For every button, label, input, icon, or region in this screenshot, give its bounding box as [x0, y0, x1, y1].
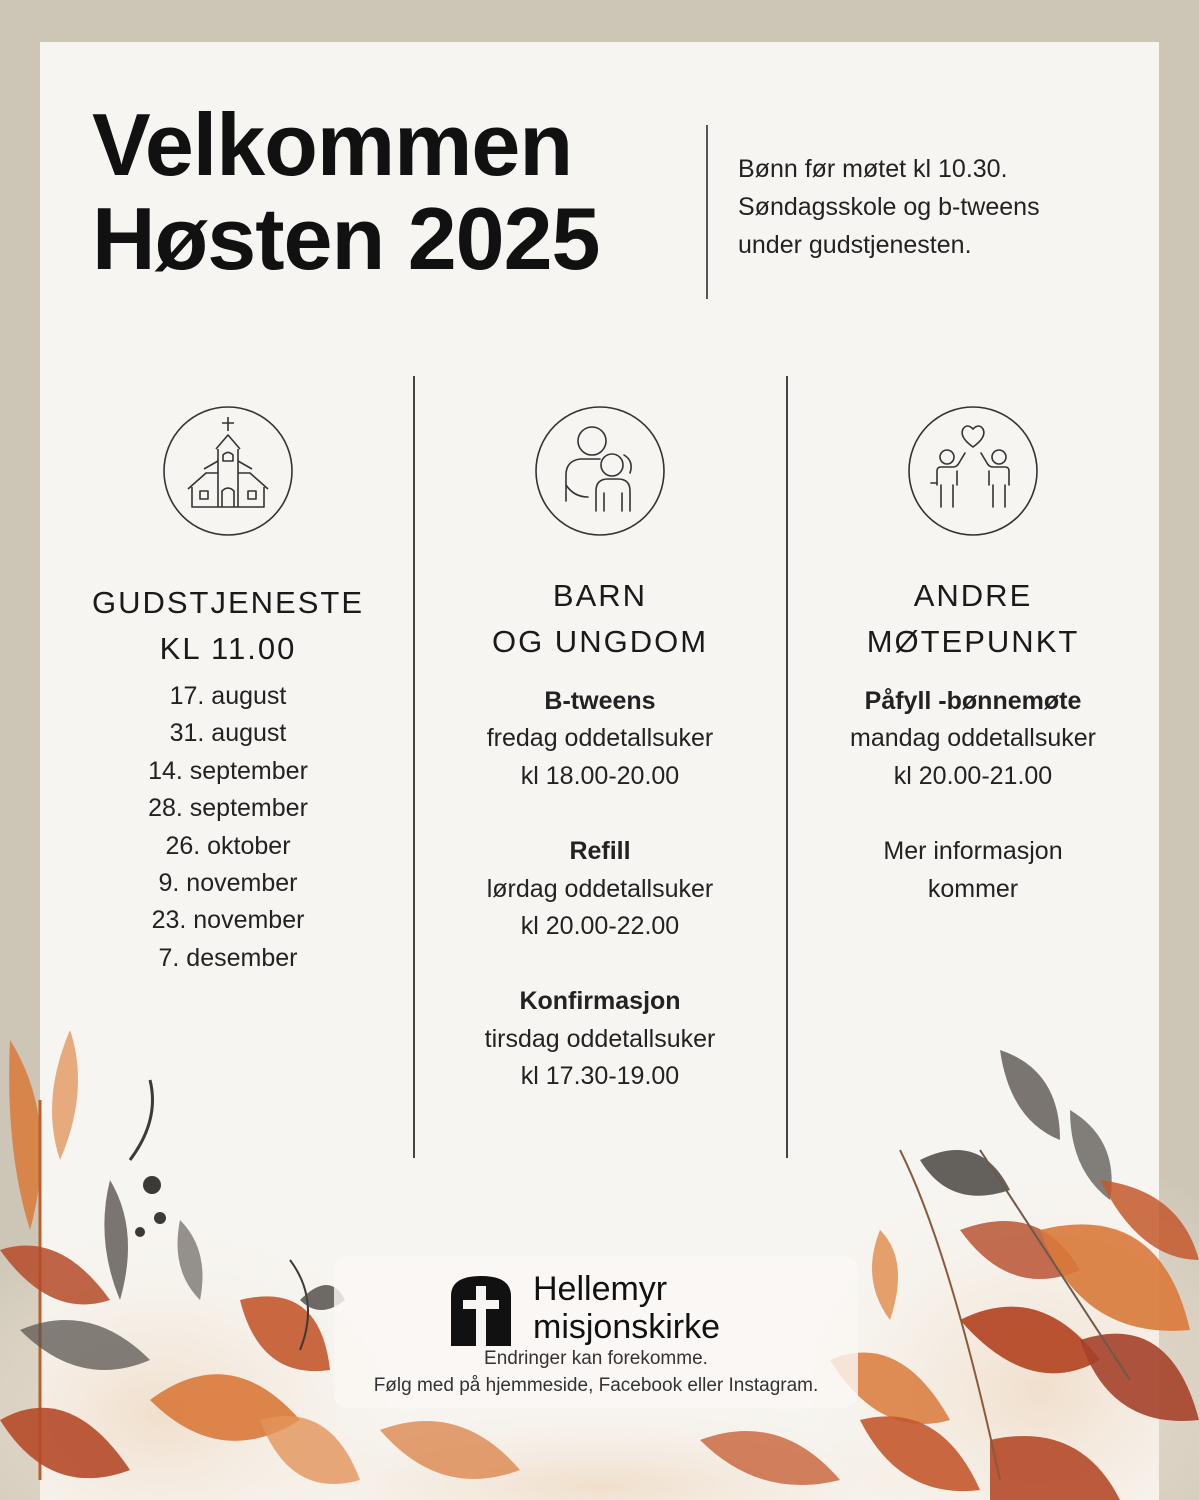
heading-line-2: KL 11.00	[159, 631, 297, 666]
list-item: 26. oktober	[165, 831, 291, 860]
list-item: 28. september	[148, 794, 308, 823]
column-heading	[48, 580, 408, 672]
list-item: 9. november	[158, 869, 298, 898]
heading-line-1: GUDSTJENESTE	[91, 585, 365, 620]
heading-line-2: MØTEPUNKT	[866, 624, 1080, 659]
column-gudstjeneste	[48, 405, 408, 977]
other-meetings-list	[788, 683, 1158, 908]
group-name: Refill	[569, 837, 631, 866]
title-line-2: Høsten 2025	[92, 189, 600, 288]
more-info-note	[788, 833, 1158, 908]
list-item: 17. august	[169, 682, 287, 710]
list-item	[415, 683, 785, 795]
list-item: 31. august	[169, 719, 287, 748]
intro-line-1: Bønn før møtet kl 10.30.	[738, 155, 1008, 183]
group-time: kl 20.00-22.00	[520, 912, 680, 941]
parent-child-icon	[534, 405, 666, 537]
intro-line-2: Søndagsskole og b-tweens	[738, 193, 1040, 221]
title-line-1: Velkommen	[92, 95, 573, 194]
group-name: Konfirmasjon	[519, 987, 681, 1016]
church-name	[533, 1270, 720, 1346]
group-time: kl 20.00-21.00	[893, 761, 1053, 790]
church-icon	[162, 405, 294, 537]
heading-line-1: BARN	[552, 578, 648, 613]
group-day: fredag oddetallsuker	[486, 724, 714, 753]
footer-note-line-1: Endringer kan forekomme.	[484, 1348, 708, 1369]
group-name: Påfyll -bønnemøte	[864, 687, 1082, 715]
footer-note-line-2: Følg med på hjemmeside, Facebook eller Instagram.	[373, 1375, 819, 1396]
people-heart-icon	[907, 405, 1039, 537]
church-logo	[447, 1270, 847, 1350]
intro-line-3: under gudstjenesten.	[738, 231, 972, 259]
group-name: B-tweens	[544, 687, 656, 715]
list-item: 7. desember	[158, 943, 298, 972]
service-dates-list	[48, 678, 408, 977]
list-item: 14. september	[148, 756, 308, 785]
list-item	[415, 983, 785, 1095]
heading-line-1: ANDRE	[913, 578, 1033, 613]
note-line-2: kommer	[927, 874, 1019, 903]
note-line-1: Mer informasjon	[883, 837, 1063, 866]
heading-line-2: OG UNGDOM	[491, 624, 709, 659]
cross-logo-icon	[447, 1274, 515, 1346]
column-barn-og-ungdom	[415, 405, 785, 1096]
list-item	[415, 833, 785, 945]
column-andre-motepunkt	[788, 405, 1158, 908]
header-divider	[706, 125, 708, 299]
group-time: kl 17.30-19.00	[520, 1062, 680, 1091]
column-heading	[415, 573, 785, 665]
church-name-line-1: Hellemyr	[533, 1270, 668, 1308]
intro-text	[738, 150, 1158, 264]
list-item: 23. november	[151, 906, 305, 935]
youth-groups-list	[415, 683, 785, 1096]
group-day: tirsdag oddetallsuker	[484, 1024, 716, 1053]
footer-note	[334, 1345, 858, 1399]
church-name-line-2: misjonskirke	[533, 1308, 721, 1346]
group-time: kl 18.00-20.00	[520, 761, 680, 790]
group-day: mandag oddetallsuker	[850, 724, 1096, 753]
column-heading	[788, 573, 1158, 665]
page-title	[92, 95, 600, 288]
group-day: lørdag oddetallsuker	[486, 874, 714, 903]
list-item	[788, 683, 1158, 795]
